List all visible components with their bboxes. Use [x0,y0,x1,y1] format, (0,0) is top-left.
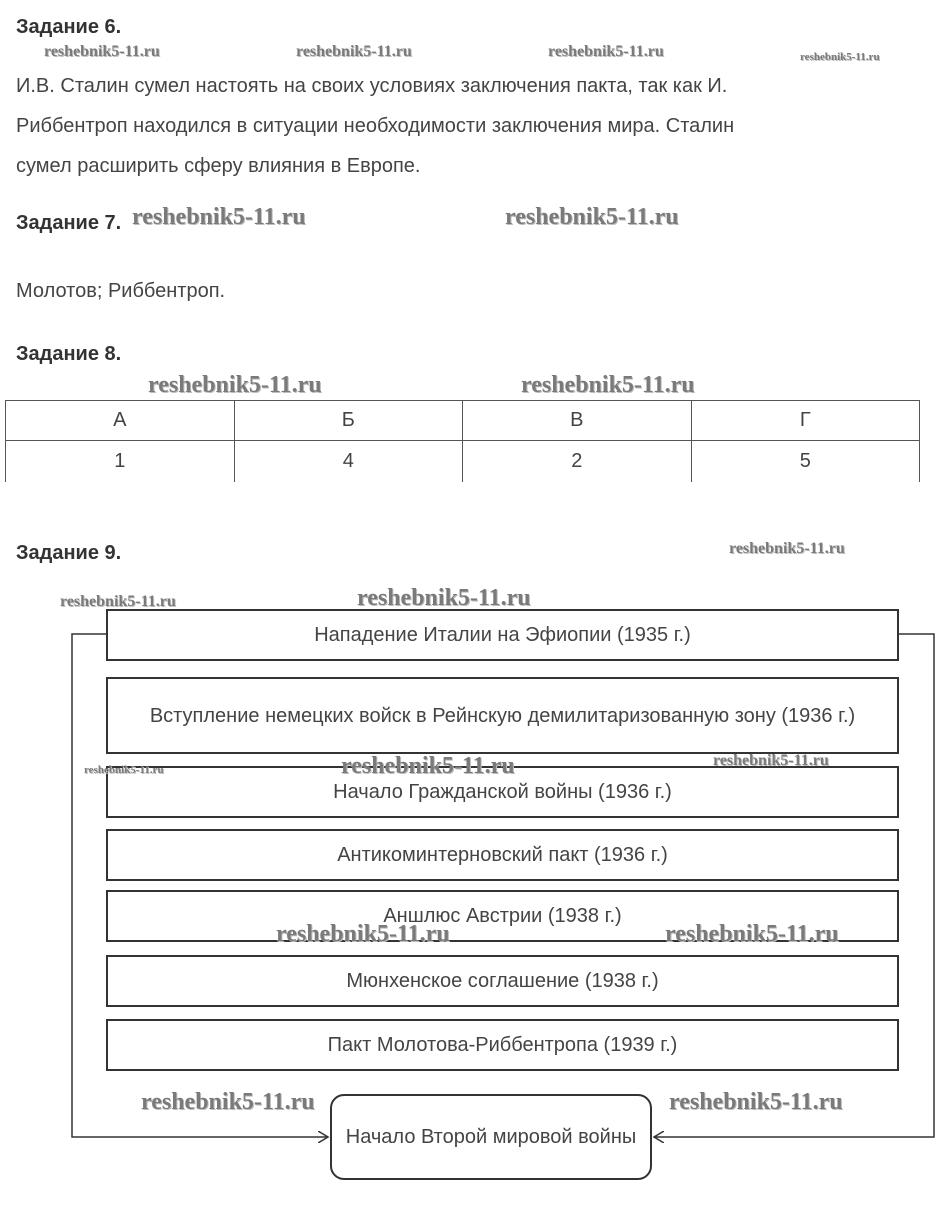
watermark: reshebnik5-11.ru [800,51,880,63]
watermark: reshebnik5-11.ru [60,593,176,610]
table-header-cell: Г [691,401,920,441]
event-box-7 [106,1019,899,1071]
event-box-2 [106,677,899,754]
event-label: Антикоминтерновский пакт (1936 г.) [337,844,668,866]
watermark: reshebnik5-11.ru [548,43,664,60]
watermark: reshebnik5-11.ru [84,764,164,776]
event-label: Нападение Италии на Эфиопии (1935 г.) [314,624,691,646]
table-header-cell: А [6,401,235,441]
event-box-4 [106,829,899,881]
event-label: Пакт Молотова-Риббентропа (1939 г.) [327,1034,678,1056]
task6-heading: Задание 6. [16,16,122,38]
table-cell: 1 [6,441,235,483]
table-header-cell: В [463,401,692,441]
watermark: reshebnik5-11.ru [141,1089,315,1115]
watermark: reshebnik5-11.ru [276,921,450,947]
watermark: reshebnik5-11.ru [729,540,845,557]
task7-answer: Молотов; Риббентроп. [16,280,226,302]
watermark: reshebnik5-11.ru [665,921,839,947]
table-header-cell: Б [234,401,463,441]
watermark: reshebnik5-11.ru [357,585,531,611]
watermark: reshebnik5-11.ru [521,372,695,398]
event-label: Аншлюс Австрии (1938 г.) [383,905,622,927]
task6-line-1: И.В. Сталин сумел настоять на своих условиях заключения пакта, так как И. [16,75,728,97]
task7-heading: Задание 7. [16,212,122,234]
task6-line-3: сумел расширить сферу влияния в Европе. [16,155,421,177]
event-label: Начало Гражданской войны (1936 г.) [333,781,672,803]
watermark: reshebnik5-11.ru [713,752,829,769]
table-cell: 2 [463,441,692,483]
event-label: Мюнхенское соглашение (1938 г.) [346,970,659,992]
event-box-1 [106,609,899,661]
table-cell: 5 [691,441,920,483]
watermark: reshebnik5-11.ru [341,753,515,779]
watermark: reshebnik5-11.ru [505,204,679,230]
watermark: reshebnik5-11.ru [44,43,160,60]
result-box [330,1094,652,1180]
watermark: reshebnik5-11.ru [296,43,412,60]
task9-heading: Задание 9. [16,542,122,564]
event-label: Вступление немецких войск в Рейнскую демилитаризованную зону (1936 г.) [149,704,856,727]
watermark: reshebnik5-11.ru [148,372,322,398]
watermark: reshebnik5-11.ru [132,204,306,230]
event-box-6 [106,955,899,1007]
result-label: Начало Второй мировой войны [345,1126,637,1148]
watermark: reshebnik5-11.ru [669,1089,843,1115]
task8-heading: Задание 8. [16,343,122,365]
task6-line-2: Риббентроп находился в ситуации необходимости заключения мира. Сталин [16,115,735,137]
table-cell: 4 [234,441,463,483]
